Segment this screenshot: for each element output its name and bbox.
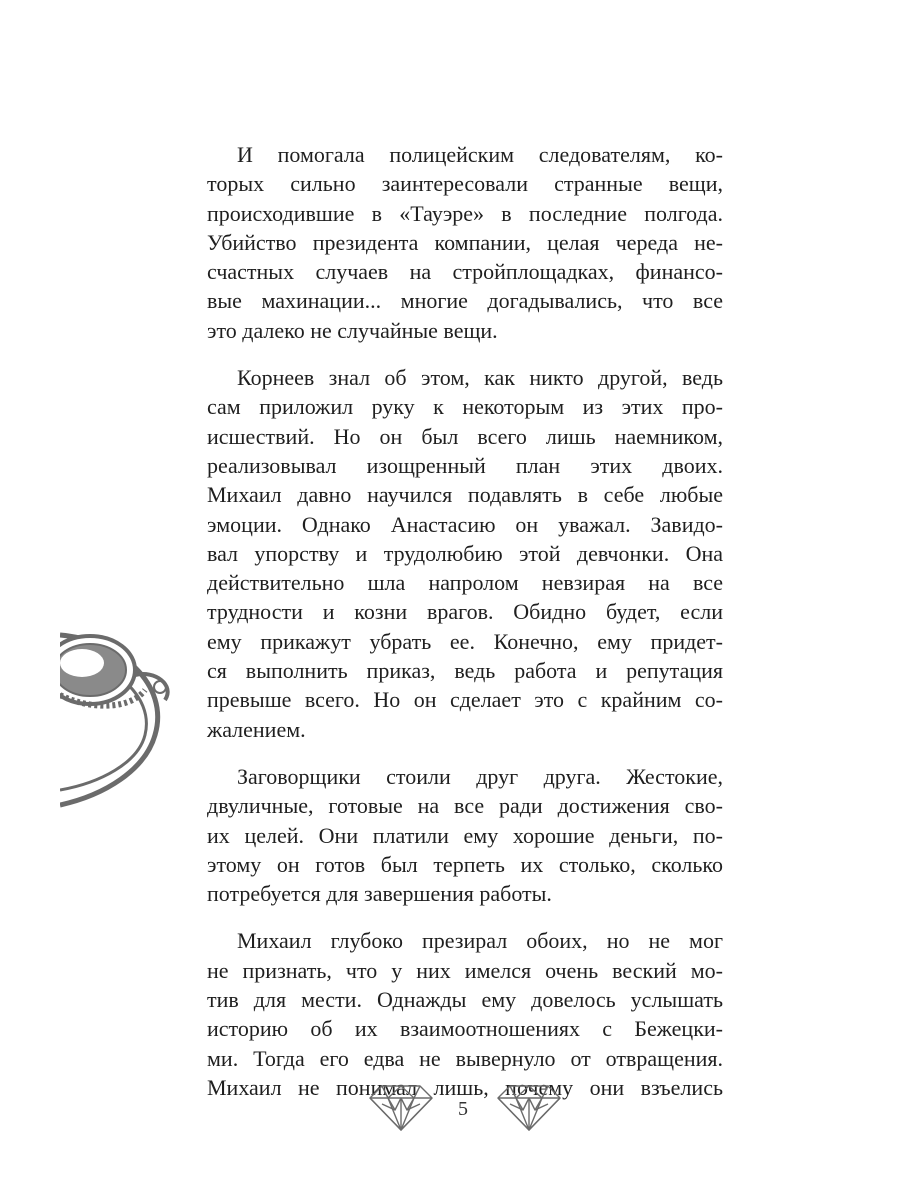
paragraph-4 [207,926,723,1102]
text-line: Михаил глубоко презирал обоих, но не мог [237,928,723,954]
text-line: эмоции. Однако Анастасию он уважал. Завидо- [207,511,723,537]
text-line: вал упорству и трудолюбию этой девчонки. Она [207,540,723,566]
text-line: Михаил давно научился подавлять в себе любые [207,482,723,508]
text-line: вые махинации... многие догадывались, что все [207,288,723,314]
text-line: ему прикажут убрать ее. Конечно, ему придет- [207,628,723,654]
text-line: тив для мести. Однажды ему довелось услышать [207,987,723,1013]
text-line: превыше всего. Но он сделает это с крайним со- [207,687,723,713]
text-line: исшествий. Но он был всего лишь наемником, [207,423,723,449]
page-number: 5 [458,1098,468,1120]
text-line: историю об их взаимоотношениях с Бежецки- [207,1016,723,1042]
text-line: Убийство президента компании, целая череда не- [207,229,723,255]
text-line: Корнеев знал об этом, как никто другой, ведь [237,365,723,391]
text-line: Михаил не понимал лишь, почему они взъелись [207,1074,723,1100]
text-line: это далеко не случайные вещи. [207,317,498,343]
text-line: потребуется для завершения работы. [207,881,552,907]
text-line: двуличные, готовые на все ради достижения сво- [207,793,723,819]
text-line: Заговорщики стоили друг друга. Жестокие, [237,763,723,789]
text-line: не признать, что у них имелся очень веский мо- [207,957,723,983]
paragraph-2 [207,363,723,744]
text-line: сам приложил руку к некоторым из этих про- [207,394,723,420]
paragraph-1 [207,140,723,345]
text-line: счастных случаев на стройплощадках, финансо- [207,259,723,285]
page-text [207,140,723,1102]
diamond-icon [496,1084,562,1132]
text-line: И помогала полицейским следователям, ко- [237,142,723,167]
text-line: ми. Тогда его едва не вывернуло от отвращения. [207,1045,723,1071]
text-line: торых сильно заинтересовали странные вещи, [207,171,723,197]
text-line: ся выполнить приказ, ведь работа и репутация [207,658,723,684]
text-line: этому он готов был терпеть их столько, сколько [207,851,723,877]
paragraph-3 [207,762,723,908]
text-line: трудности и козни врагов. Обидно будет, если [207,599,723,625]
text-line: реализовывал изощренный план этих двоих. [207,452,723,478]
text-line: действительно шла напролом невзирая на все [207,570,723,596]
text-line: происходившие в «Тауэре» в последние полгода. [207,200,723,226]
page-footer [0,1078,900,1138]
diamond-icon [368,1084,434,1132]
ring-icon [60,615,185,815]
text-line: жалением. [207,716,306,742]
text-line: их целей. Они платили ему хорошие деньги, по- [207,822,723,848]
